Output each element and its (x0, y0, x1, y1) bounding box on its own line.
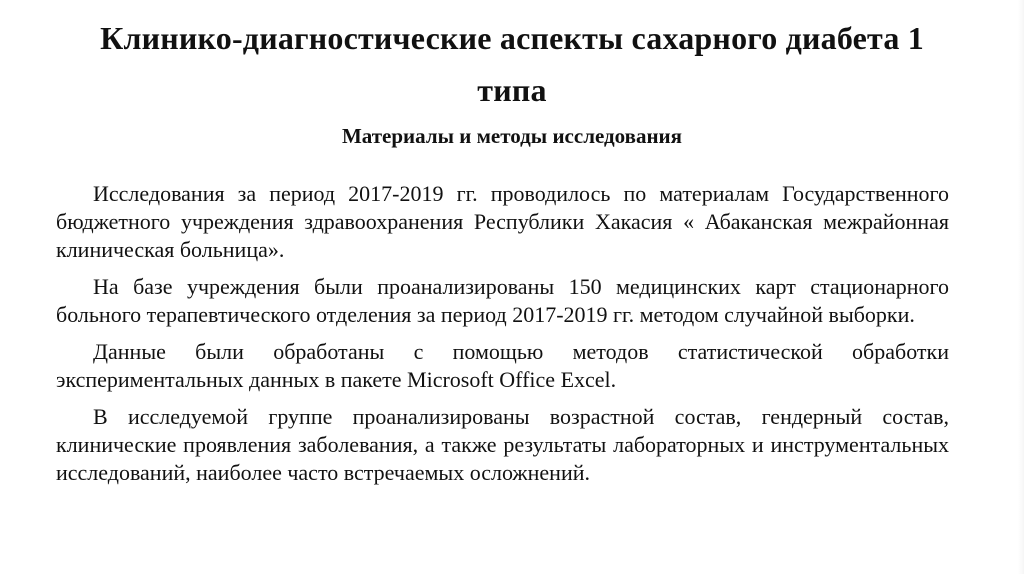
paragraph-processing: Данные были обработаны с помощью методов статистической обработки экспериментальных данных в пакете Microsoft Office Excel. (56, 339, 949, 392)
slide-edge-shadow (1018, 0, 1024, 574)
paragraph-period: Исследования за период 2017-2019 гг. проводилось по материалам Государственного бюджетного учреждения здравоохранения Республики Хакасия « Абаканская межрайонная клиническая больница». (56, 181, 949, 262)
slide-title: Клинико-диагностические аспекты сахарного диабета 1 типа (100, 20, 924, 108)
paragraph-sample: На базе учреждения были проанализированы 150 медицинских карт стационарного больного терапевтического отделения за период 2017-2019 гг. методом случайной выборки. (56, 274, 949, 327)
slide-body (56, 180, 949, 496)
slide-subtitle: Материалы и методы исследования (341, 124, 683, 148)
paragraph-analysis: В исследуемой группе проанализированы возрастной состав, гендерный состав, клинические проявления заболевания, а также результаты лабораторных и инструментальных исследований, наиболее часто встречаемых осложнений. (56, 404, 949, 485)
